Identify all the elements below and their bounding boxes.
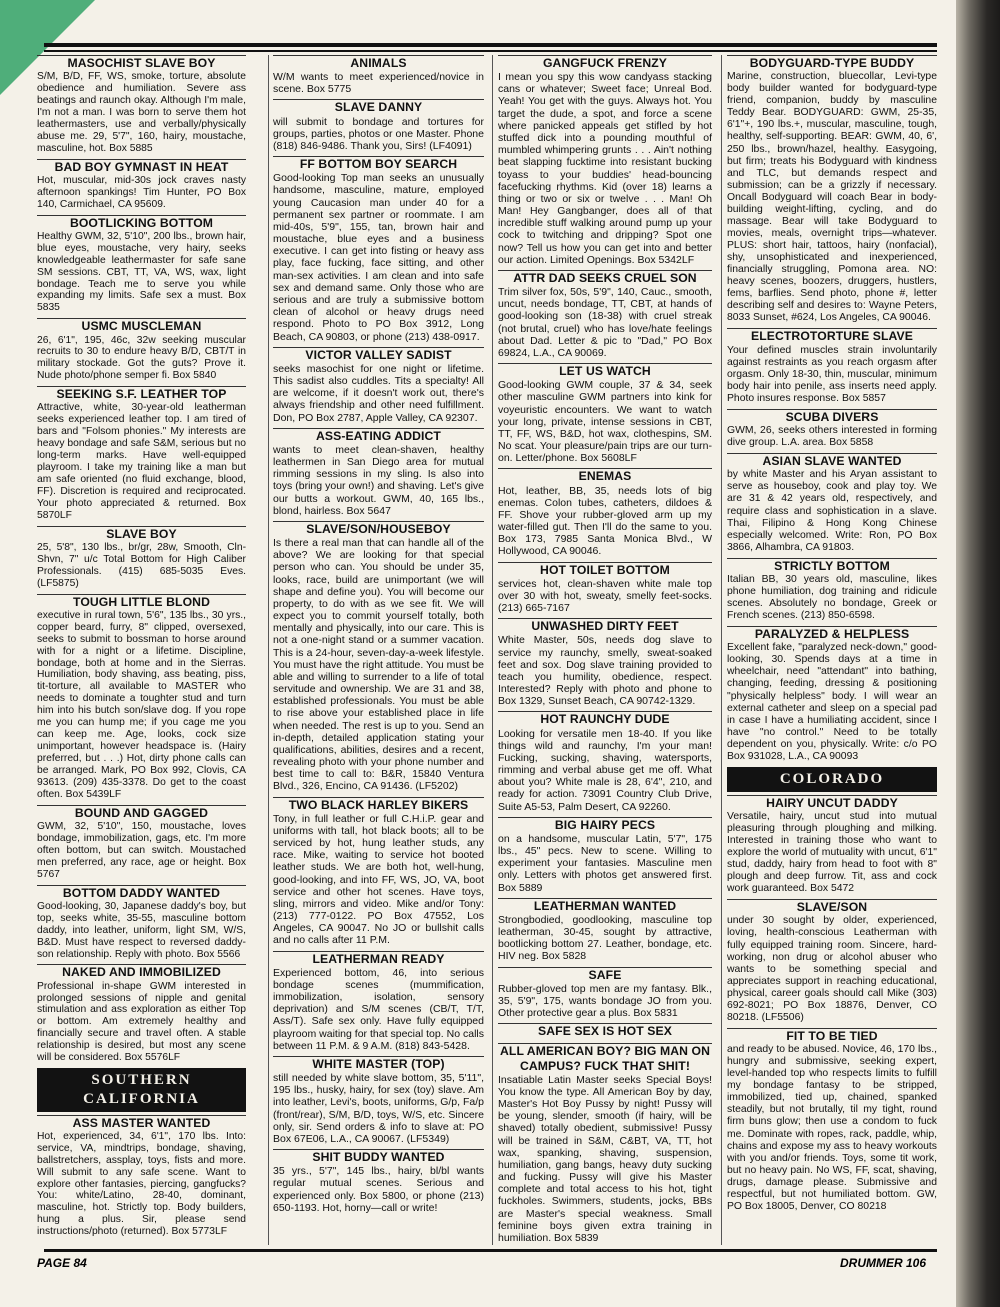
ad-body: still needed by white slave bottom, 35, 5'11", 195 lbs., husky, hairy, for sex (toy) slave. Am into leather, Levi's, boots, uniforms, G/p, Fa/p (front/rear), S/M, B/D, toys, W/S, etc. Sincere only, sir. Send orders & info to slave at: PO Box 67E06, L.A., CA 90067. (LF5349) (273, 1072, 484, 1145)
ad-headline: HOT TOILET BOTTOM (498, 562, 712, 578)
ad-body: Italian BB, 30 years old, masculine, likes phone humiliation, dog training and ridicule scenes. Absolutely no bondage, Greek or French scenes. (213) 850-6598. (727, 573, 937, 622)
ad-headline: HAIRY UNCUT DADDY (727, 795, 937, 811)
classified-ad (727, 558, 937, 622)
classified-ad (273, 347, 484, 424)
ad-body: Rubber-gloved top men are my fantasy. Blk., 35, 5'9", 175, wants bondage JO from you. Other protective gear a plus. Box 5831 (498, 982, 712, 1020)
classified-ad (498, 55, 712, 266)
ad-body: services hot, clean-shaven white male top over 30 with hot, sweaty, smelly feet-socks. (213) 665-7167 (498, 577, 712, 615)
classified-ad (273, 521, 484, 793)
classified-ad (498, 562, 712, 615)
region-header: COLORADO (727, 767, 937, 792)
ad-body: W/M wants to meet experienced/novice in scene. Box 5775 (273, 71, 484, 96)
ad-body: Trim silver fox, 50s, 5'9", 140, Cauc., smooth, uncut, needs bondage, TT, CBT, at hands of good-looking son (18-38) with cruel streak (not brutal, cruel) who has love/hate feelings about Dad. Letter & pic to "Dad," PO Box 69824, L.A., CA 90069. (498, 286, 712, 359)
ad-column-1 (37, 55, 246, 1247)
ad-body: Hot, experienced, 34, 6'1", 170 lbs. Into: service, VA, mindtrips, bondage, shaving, ballstretchers, assplay, toys, fists and more. Will submit to any safe scene. Want to explore other fantasies, piercing, gangfucks? You: white/Latino, 28-40, dominant, masculine, hot. Strictly top. Body builders, hung a plus. Sir, please send instructions/photo (returned). Box 5773LF (37, 1130, 246, 1238)
classified-ad (37, 159, 246, 211)
classified-ad (273, 55, 484, 95)
ad-body: White Master, 50s, needs dog slave to service my raunchy, smelly, sweat-soaked feet and sox. Dog slave training provided to teach you humility, obedience, respect. Interested? Reply with photo and phone to Box 1329, Sunset Beach, CA 90742-1329. (498, 634, 712, 708)
ad-body: Looking for versatile men 18-40. If you like things wild and raunchy, I'm your man! Fucking, sucking, shaving, watersports, rimming and verbal abuse get me off. What about you? White male is 28, 6'4", 210, and ready for action. 73091 Country Club Drive, Suite A5-53, Palm Desert, CA 92260. (498, 727, 712, 813)
classified-ad (727, 795, 937, 896)
classified-ad (273, 428, 484, 517)
classified-ad (727, 626, 937, 763)
ad-headline: WHITE MASTER (TOP) (273, 1056, 484, 1072)
ad-headline: BAD BOY GYMNAST IN HEAT (37, 159, 246, 175)
classified-ad (273, 99, 484, 152)
classified-ad (498, 711, 712, 812)
region-header: SOUTHERN CALIFORNIA (37, 1068, 246, 1112)
classified-ad (37, 1115, 246, 1239)
ad-headline: ELECTROTORTURE SLAVE (727, 328, 937, 344)
ad-headline: NAKED AND IMMOBILIZED (37, 964, 246, 980)
ad-headline: SLAVE BOY (37, 526, 246, 542)
classified-ad (37, 885, 246, 961)
page-number-left: PAGE 84 (37, 1256, 87, 1270)
ad-headline: SCUBA DIVERS (727, 409, 937, 425)
classified-ad (727, 328, 937, 404)
ad-body: Good-looking Top man seeks an unusually handsome, masculine, mature, employed young Caucasion man under 40 for a permanent sex partner or roommate. I am mid-40s, 5'9", 155, tan, brown hair and moustache, blue eyes and a business executive. I can get into fisting or heavy ass play, face fucking, face sitting, and other man-sex activities. I am clean and into safe sex and demand same. Only those who are serious and are truly a submissive bottom clean of alcohol or heavy drugs need respond. Photo to PO Box 3912, Long Beach, CA 90803, or phone (213) 438-0917. (273, 172, 484, 343)
ad-body: on a handsome, muscular Latin, 5'7", 175 lbs., 45" pecs. New to scene. Willing to experiment your fantasies. Masculine men only. Letters with photos get answered first. Box 5889 (498, 832, 712, 894)
classified-ad (273, 1056, 484, 1145)
classified-ad (498, 1043, 712, 1244)
ad-body: Excellent fake, "paralyzed neck-down," good-looking, 30. Spends days at a time in wheelchair, need "attendant" into bathing, changing, feeding, dressing & positioning "physically helpless" body. I will wear an external catheter and sleep on a special pad in case I have a humiliating accident, since I have "no control." Need to be totally dependent on you, physically. Write: c/o PO Box 931028, L.A., CA 90093 (727, 642, 937, 762)
magazine-issue-label: DRUMMER 106 (840, 1256, 927, 1270)
classified-ad (37, 964, 246, 1064)
ad-headline: TOUGH LITTLE BLOND (37, 594, 246, 610)
ad-body: Professional in-shape GWM interested in prolonged sessions of nipple and genital stimulation and ass exploration as either Top or bottom. Am extremely healthy and financially secure and travel often. A stable relationship is desired, but most any scene will be considered. Box 5576LF (37, 980, 246, 1064)
ad-body: Insatiable Latin Master seeks Special Boys! You know the type. All American Boy by day, Master's Hot Boy Pussy by night! Pussy will be young, slender, smooth (if hairy, will be shaved) totally obedient, submissive! Pussy will be trained in S&M, C&BT, VA, TT, hot wax, spanking, shaving, suspension, humiliation, gang bangs, heavy duty sucking and fucking. Pussy will give his Master complete and total access to his hot, tight fuckholes. Swimmers, students, jocks, BBs are Master's special weakness. Small feminine boys given extra training in humiliation. Box 5839 (498, 1073, 712, 1244)
classified-ad (498, 468, 712, 557)
ad-headline: ALL AMERICAN BOY? BIG MAN ON CAMPUS? FUCK THAT SHIT! (498, 1043, 712, 1073)
classified-ad (498, 967, 712, 1020)
ad-headline: USMC MUSCLEMAN (37, 318, 246, 334)
ad-body: S/M, B/D, FF, WS, smoke, torture, absolute obedience and humiliation. Severe ass beatings and raunch okay. Although I'm male, I'm not a man. I was born to serve them hot leathermasters, use and verbally/physically abuse me. 29, 5'7", 160, hairy, moustache, masculine, hot. Box 5885 (37, 71, 246, 154)
ad-headline: VICTOR VALLEY SADIST (273, 347, 484, 363)
classified-ad (727, 453, 937, 554)
ad-body: executive in rural town, 5'6", 135 lbs., 30 yrs., copper beard, furry, 8" clipped, oversexed, seeks to submit to bossman to horse around with for a night or a lifetime. Discipline, bondage, both at home and in the Sierras. Humiliation, body shaving, ass beating, piss, tit-torture, all available to MASTER who needs to dominate a toughter stud and turn him into his butch son/slave dog. If you rope me you can hump me; if you cage me you can keep me. Age, looks, cock size unimportant, however headspace is. (Hairy preferred, but . . .) Hot, dirty phone calls can be arranged. Mark, PO Box 992, Clovis, CA 93613. (209) 435-3378. Do get to the coast often. Box 5439LF (37, 609, 246, 800)
ad-column-3 (498, 55, 712, 1247)
classified-ad (273, 1149, 484, 1214)
ad-headline: BOTTOM DADDY WANTED (37, 885, 246, 901)
ad-headline: ASS-EATING ADDICT (273, 428, 484, 444)
classified-ad (37, 594, 246, 801)
classified-ad (37, 386, 246, 522)
ad-body: Your defined muscles strain involuntarily against restraints as you reach orgasm after orgasm. Only 18-30, thin, muscular, minimum body hair into penile, ass inserts need apply. Photo insures response. Box 5857 (727, 344, 937, 404)
ad-column-4 (727, 55, 937, 1247)
classified-ad (727, 1028, 937, 1213)
classified-ad (37, 805, 246, 881)
ad-body: Good-looking GWM couple, 37 & 34, seek other masculine GWM partners into kink for voyeuristic encounters. We want to watch your long, private, intense sessions in CBT, TT, FF, WS, B&D, hot wax, clothespins, SM. No scat. Your pleasure/pain trips are our turn-on. Letter/phone. Box 5608LF (498, 379, 712, 465)
ad-headline: SLAVE DANNY (273, 99, 484, 115)
classified-ad (498, 898, 712, 963)
classified-ad (727, 55, 937, 324)
ad-column-2 (273, 55, 484, 1247)
column-divider (268, 55, 269, 1245)
ad-body: GWM, 26, seeks others interested in forming dive group. L.A. area. Box 5858 (727, 425, 937, 449)
classified-ad (498, 817, 712, 894)
classified-ad (498, 270, 712, 359)
ad-headline: MASOCHIST SLAVE BOY (37, 55, 246, 71)
classified-ad (498, 363, 712, 464)
ad-headline: LET US WATCH (498, 363, 712, 379)
ad-headline: ATTR DAD SEEKS CRUEL SON (498, 270, 712, 286)
ad-headline: SAFE (498, 967, 712, 983)
ad-headline: ANIMALS (273, 55, 484, 71)
ad-body: Hot, leather, BB, 35, needs lots of big enemas. Colon tubes, catheters, dildoes & FF. Shove your rubber-gloved arm up my water-filled gut. Then I'll do the same to you. Box 173, 7985 Santa Monica Blvd., W Hollywood, CA 90046. (498, 484, 712, 558)
ad-headline: HOT RAUNCHY DUDE (498, 711, 712, 727)
ad-body: 25, 5'8", 130 lbs., br/gr, 28w, Smooth, Cln-Shvn, 7" u/c Total Bottom for High Caliber Professionals. (415) 685-5035 Eves. (LF5875) (37, 541, 246, 589)
classified-ad (37, 215, 246, 315)
top-rule (44, 43, 937, 47)
ad-headline: SAFE SEX IS HOT SEX (498, 1023, 712, 1039)
ad-headline: UNWASHED DIRTY FEET (498, 618, 712, 634)
ad-headline: BIG HAIRY PECS (498, 817, 712, 833)
classified-ad (727, 899, 937, 1024)
ad-headline: LEATHERMAN WANTED (498, 898, 712, 914)
classified-ad (37, 526, 246, 590)
ad-body: Versatile, hairy, uncut stud into mutual pleasuring through ploughing and milking. Interested in training those who want to explore the world of mutuality with uncut, 6'1" stud, daddy, hairy from head to foot with 8" plough and deep furrow. Tit, ass and cock work guaranteed. Box 5472 (727, 810, 937, 895)
column-divider (492, 55, 493, 1245)
ad-headline: TWO BLACK HARLEY BIKERS (273, 797, 484, 813)
ad-body: by white Master and his Aryan assistant to serve as houseboy, cook and play toy. We are 31 & 42 years old, respectively, and require class and sophistication in a slave. Thai, Filipino & Hong Kong Chinese especially welcomed. Write: Ron, PO Box 3866, Alhambra, CA 91803. (727, 469, 937, 553)
ad-body: Experienced bottom, 46, into serious bondage scenes (mummification, immobilization, isolation, sensory deprivation) and S/M scenes (CB/T, T/T, Ass/T). Safe sex only. Have fully equipped playroom waiting for that special top. No calls between 11 P.M. & 9 A.M. (818) 843-5428. (273, 966, 484, 1052)
ad-body: Good-looking, 30, Japanese daddy's boy, but top, seeks white, 35-55, masculine bottom daddy, into leather, uniform, light SM, W/S, B&D. Must have respect to reversed daddy-son relationship. Reply with photo. Box 5566 (37, 900, 246, 960)
ad-headline: ENEMAS (498, 468, 712, 484)
ad-body: 26, 6'1", 195, 46c, 32w seeking muscular recruits to 30 to endure heavy B/D, CBT/T in military stockade. Got the guts? Prove it. Nude photo/phone semper fi. Box 5840 (37, 334, 246, 382)
ad-body: Strongbodied, goodlooking, masculine top leatherman, 30-45, sought by attractive, bootlicking bottom 27. Leather, bondage, etc. HIV neg. Box 5828 (498, 913, 712, 963)
classified-ad (273, 951, 484, 1052)
ad-headline: FIT TO BE TIED (727, 1028, 937, 1044)
ad-headline: BODYGUARD-TYPE BUDDY (727, 55, 937, 71)
ad-body: Tony, in full leather or full C.H.i.P. gear and uniforms with tall, hot black boots; all to be serviced by hot, hung leather studs, any race. Mike, waiting to service hot booted leather studs. We are both hot, well-hung, good-looking, and into FF, WS, JO, VA, boot service and other hot scenes. Have toys, sling, mirrors and video. Mike and/or Tony: (213) 777-0122. PO Box 47552, Los Angeles, CA 90047. No JO or bullshit calls and no calls after 11 P.M. (273, 812, 484, 947)
ad-body: Attractive, white, 30-year-old leatherman seeks experienced leather top. I am tired of bars and "Folsom phonies." My interests are heavy bondage and safe S&M, serious but no long-term marks. Have well-equipped playroom. I take my training like a man but am safe oriented (no fluid exchange, blood, FF). Discretion is required and reciprocated. Your photo appreciated & returned. Box 5870LF (37, 402, 246, 521)
ad-body: will submit to bondage and tortures for groups, parties, photos or one Master. Phone (818) 846-9486. Thank you, Sirs! (LF4091) (273, 115, 484, 152)
ad-headline: ASS MASTER WANTED (37, 1115, 246, 1131)
ad-body: wants to meet clean-shaven, healthy leathermen in San Diego area for mutual rimming sessions in my sling. Is also into toys (bring your own!) and shaving. Let's give our butts a workout. GWM, 40, 165 lbs., blond, hairless. Box 5647 (273, 443, 484, 517)
classified-ad (37, 318, 246, 382)
ad-body: Is there a real man that can handle all of the above? We are looking for that special person who can. You should be under 35, looks, race, build are unimportant (we will shape and define you). You will become our property, to do with as we see fit. We will expect you to commit yourself totally, both mentally and physically, into our care. This is not a one-night stand or a summer vacation. This is a 24-hour, seven-day-a-week lifestyle. You must have the right attitude. You must be able and willing to surrender to a life of total servitude and ownership. We are 31 and 38, established professionals. You must be able to rise above your established place in life when needed. The rest is up to you. Send an in-depth, detailed application stating your qualifications, abilities, desires and a recent, revealing photo with your phone number and best time to call to: B&R, 15840 Ventura Blvd., 326, Encino, CA 91436. (LF5202) (273, 537, 484, 793)
book-spine-shadow (956, 0, 1000, 1307)
ad-headline: SLAVE/SON (727, 899, 937, 915)
classified-ad (37, 55, 246, 155)
ad-body: seeks masochist for one night or lifetime. This sadist also cuddles. Tits a specialty! All are welcome, if it doesn't work out, there's always friendship and other need fulfillment. Don, PO Box 2787, Apple Valley, CA 92307. (273, 362, 484, 424)
ad-headline: ASIAN SLAVE WANTED (727, 453, 937, 469)
ad-headline: FF BOTTOM BOY SEARCH (273, 156, 484, 172)
ad-headline: STRICTLY BOTTOM (727, 558, 937, 574)
ad-body: under 30 sought by older, experienced, loving, health-conscious Leatherman with fully equipped training room. Sincere, hard-working, non drug or alcohol abuser who wants to be something special and appreciates support in reaching educational, physical, career goals should call Mike (303) 692-8021; PO Box 18876, Denver, CO 80218. (LF5506) (727, 915, 937, 1023)
ad-body: I mean you spy this wow candyass stacking cans or whatever; Sweet face; Unreal Bod. Yeah! You get with the guys. Always hot. You target the dude, a spot, and force a scene where panicked appeals get stifled by hot stuffed dick into a pounding mouthful of mumbled whimpering grunts . . . Ain't nothing beat slapping fucktime into resistant bucking toyass to your buddies' head-bouncing facefucking rhythms. Kid (over 18) learns a thing or two or six or twelve . . . Man! Oh Man! Hey Gangbanger, does all of that incredible stuff walking around pump up your cock to twitching and dripping? Spot one now? Tell us how you can get into and better our action. Limited Openings. Box 5342LF (498, 71, 712, 266)
ad-headline: PARALYZED & HELPLESS (727, 626, 937, 642)
ad-body: 35 yrs., 5'7", 145 lbs., hairy, bl/bl wants regular mutual scenes. Serious and experienced only. Box 5800, or phone (213) 650-1193. Hot, horny—call or write! (273, 1165, 484, 1214)
classified-ad (727, 409, 937, 449)
top-rule-thin (44, 50, 937, 52)
classified-ad (273, 156, 484, 343)
classified-ad (498, 618, 712, 707)
bottom-rule (44, 1249, 937, 1252)
ad-body: and ready to be abused. Novice, 46, 170 lbs., hungry and submissive, seeking expert, level-handed top who respects limits to fulfill my bondage fantasy to be stripped, immobilized, tied up, chained, spanked steadily, but not brutally, til my tight, round firm buns glow; then use a condom to fuck me. Dominate with ropes, rack, paddle, whip, chains and expose my ass to heavy workouts with you and/or friends. Toys, some tit work, but no heavy pain. No WS, FF, scat, shaving, drugs, damage please. Submissive and respectful, but not humiliated bottom. GW, PO Box 18005, Denver, CO 80218 (727, 1044, 937, 1212)
column-divider (721, 55, 722, 1245)
ad-body: Hot, muscular, mid-30s jock craves nasty afternoon spankings! Tim Hunter, PO Box 140, Carmichael, CA 95609. (37, 174, 246, 210)
ad-headline: SHIT BUDDY WANTED (273, 1149, 484, 1165)
ad-headline: SEEKING S.F. LEATHER TOP (37, 386, 246, 402)
classified-ad (273, 797, 484, 947)
ad-headline: LEATHERMAN READY (273, 951, 484, 967)
ad-headline: SLAVE/SON/HOUSEBOY (273, 521, 484, 537)
ad-body: GWM, 32, 5'10", 150, moustache, loves bondage, immobilization, gags, etc. I'm more often bottom, but can switch. Moustached men preferred, any race, age or height. Box 5767 (37, 820, 246, 880)
ad-headline: BOUND AND GAGGED (37, 805, 246, 821)
ad-body: Marine, construction, bluecollar, Levi-type body builder wanted for bodyguard-type friend, companion, buddy by masculine Teddy Bear. BODYGUARD: GWM, 25-35, 6'1"+, 190 lbs.+, muscular, masculine, tough, healthy, self-supporting. BEAR: GWM, 40, 6', 250 lbs., brown/hazel, healthy. Easygoing, but firm; treats his Bodyguard with kindness and TLC, but demands respect and submission; can be a grizzly if necessary. Oncall Bodyguard will coach Bear in body-building weight-lifting, cycling, and do massage. Bear will take Bodyguard to movies, meals, overnight trips—whatever. PLUS: short hair, tattoos, hairy (nonfacial), shy, unsophisticated and inexperienced, financially struggling, Pomona area. NO: heavy scenes, boozers, druggers, hustlers, fems, barflies. Send photo, phone #, letter describing self and desires to: Wayne Peters, 8033 Sunset, #624, Los Angeles, CA 90046. (727, 71, 937, 324)
ad-headline: GANGFUCK FRENZY (498, 55, 712, 71)
classified-ad (498, 1023, 712, 1039)
ad-headline: BOOTLICKING BOTTOM (37, 215, 246, 231)
ad-body: Healthy GWM, 32, 5'10", 200 lbs., brown hair, blue eyes, moustache, very hairy, seeks knowledgeable leathermaster for safe sane SM sessions. CBT, TT, VA, WS, wax, light bondage. Teach me to serve you while expanding my limits. Safe sex a must. Box 5835 (37, 230, 246, 314)
